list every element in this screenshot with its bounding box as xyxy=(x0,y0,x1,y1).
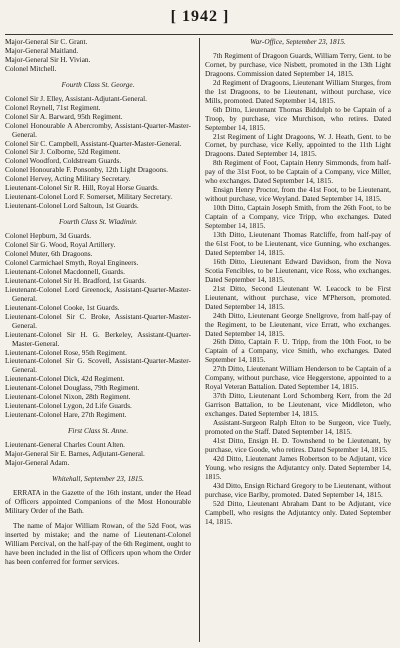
top-names-list xyxy=(5,38,191,74)
section-heading: Fourth Class St. Wladimir. xyxy=(58,217,138,227)
list-item: Major-General Adam. xyxy=(5,457,70,467)
paragraph: 10th Ditto, Captain Joseph Smith, from the 26th Foot, to be Captain of a Company, vice Tripp, who exchanges. Dated September 14, 1815. xyxy=(205,203,391,231)
paragraph: 37th Ditto, Lieutenant Lord Schomberg Kerr, from the 2d Garrison Battalion, to be Lieutenant, vice Middleton, who exchanges. Dated September 14, 1815. xyxy=(205,391,391,419)
paragraph: 2d Regiment of Dragoons, Lieutenant William Sturges, from the 1st Dragoons, to be Lieutenant, without purchase, vice Mills, promoted. Dated September 14, 1815. xyxy=(205,77,391,105)
whitehall-notice xyxy=(5,489,191,567)
list-item: Lieutenant-Colonel Douglass, 79th Regiment. xyxy=(5,383,140,393)
list-item: Lieutenant-Colonel Dick, 42d Regiment. xyxy=(5,374,125,384)
page-number: [ 1942 ] xyxy=(170,8,230,25)
paragraph: 21st Ditto, Second Lieutenant W. Leacock to be First Lieutenant, without purchase, vice M'Pherson, promoted. Dated September 14, 1815. xyxy=(205,283,391,311)
list-item: Colonel Honourable A Abercromby, Assistant-Quarter-Master-General. xyxy=(5,120,191,139)
paragraph: ERRATA in the Gazette of the 16th instant, under the Head of Officers appointed Companions of the Most Honourable Military Order of the Bath. xyxy=(5,487,191,515)
st-anne-list xyxy=(5,441,191,468)
list-item: Colonel Carmichael Smyth, Royal Engineers. xyxy=(5,257,139,267)
list-item: Lieutenant-Colonel Rose, 95th Regiment. xyxy=(5,347,127,357)
st-george-list xyxy=(5,95,191,211)
right-column xyxy=(205,38,391,642)
list-item: Lieutenant-Colonel Sir H. G. Berkeley, Assistant-Quarter-Master-General. xyxy=(5,329,191,348)
paragraph: 42d Ditto, Lieutenant James Robertson to be Adjutant, vice Young, who resigns the Adjutantcy only. Dated September 14, 1815. xyxy=(205,453,391,481)
section-heading: War-Office, September 23, 1815. xyxy=(250,38,346,46)
paragraph: 8th Regiment of Foot, Captain Henry Simmonds, from half-pay of the 31st Foot, to be Captain of a Company, vice Miller, who exchanges. Dated September 14, 1815. xyxy=(205,158,391,186)
left-column xyxy=(5,38,191,642)
st-wladimir-list xyxy=(5,232,191,420)
list-item: Lieutenant-Colonel Cooke, 1st Guards. xyxy=(5,302,120,312)
list-item: Colonel Hepburn, 3d Guards. xyxy=(5,231,92,241)
list-item: Major-General Sir C. Grant. xyxy=(5,38,88,46)
list-item: Colonel Mitchell. xyxy=(5,63,57,73)
list-item: Lieutenant-Colonel Lygon, 2d Life Guards. xyxy=(5,401,132,411)
list-item: Lieutenant-General Charles Count Alten. xyxy=(5,440,125,450)
paragraph: Assistant-Surgeon Ralph Elton to be Surgeon, vice Tuely, promoted on the Staff. Dated September 14, 1815. xyxy=(205,418,391,436)
list-item: Colonel Sir A. Barward, 95th Regiment. xyxy=(5,111,123,121)
list-item: Colonel Reynell, 71st Regiment. xyxy=(5,102,101,112)
paragraph: 26th Ditto, Captain F. U. Tripp, from the 10th Foot, to be Captain of a Company, vice Smith, who exchanges. Dated September 14, 1815. xyxy=(205,337,391,365)
list-item: Major-General Sir H. Vivian. xyxy=(5,54,91,64)
paragraph: 27th Ditto, Lieutenant William Henderson to be Captain of a Company, without purchase, vice Heggerstone, appointed to a Royal Veteran Battalion. Dated September 14, 1815. xyxy=(205,364,391,392)
list-item: Lieutenant-Colonel Lord Saltoun, 1st Guards. xyxy=(5,201,139,211)
list-item: Lieutenant-Colonel Sir H. Bradford, 1st Guards. xyxy=(5,275,147,285)
paragraph: Ensign Henry Proctor, from the 41st Foot, to be Lieutenant, without purchase, vice Weyland. Dated September 14, 1815. xyxy=(205,185,391,204)
war-office-list xyxy=(205,52,391,527)
list-item: Lieutenant-Colonel Sir G. Scovell, Assistant-Quarter-Master-General. xyxy=(5,356,191,375)
paragraph: 16th Ditto, Lieutenant Edward Davidson, from the Nova Scotia Fencibles, to be Lieutenant, vice Ross, who exchanges. Dated September 14, 1815. xyxy=(205,256,391,284)
page-header xyxy=(0,6,400,32)
column-divider xyxy=(199,38,200,642)
list-item: Lieutenant-Colonel Hare, 27th Regiment. xyxy=(5,410,127,420)
list-item: Colonel Sir J. Elley, Assistant-Adjutant-General. xyxy=(5,93,147,103)
paragraph: 41st Ditto, Ensign H. D. Townshend to be Lieutenant, by purchase, vice Goode, who retires. Dated September 14, 1815. xyxy=(205,435,391,454)
list-item: Lieutenant-Colonel Lord F. Somerset, Military Secretary. xyxy=(5,192,173,202)
list-item: Lieutenant-Colonel Lord Greenock, Assistant-Quarter-Master-General. xyxy=(5,284,191,303)
list-item: Colonel Sir J. Colborne, 52d Regiment. xyxy=(5,147,121,157)
section-heading: Whitehall, September 23, 1815. xyxy=(51,473,144,483)
list-item: Colonel Hervey, Acting Military Secretary. xyxy=(5,174,131,184)
paragraph: The name of Major William Rowan, of the 52d Foot, was inserted by mistake; and the name of Lieutenant-Colonel William Percival, on the half-pay of the 6th Regiment, ought to have been included in the list of Officers upon whom the Order has been conferred for former services. xyxy=(5,520,191,566)
list-item: Colonel Sir C. Campbell, Assistant-Quarter-Master-General. xyxy=(5,138,182,148)
list-item: Colonel Woodford, Coldstream Guards. xyxy=(5,156,122,166)
paragraph: 52d Ditto, Lieutenant Abraham Dant to be Adjutant, vice Campbell, who resigns the Adjutantcy only. Dated September 14, 1815. xyxy=(205,498,391,526)
list-item: Lieutenant-Colonel Macdonnell, Guards. xyxy=(5,266,125,276)
paragraph: 24th Ditto, Lieutenant George Snellgrove, from half-pay of the Regiment, to be Lieutenant, vice Erratt, who exchanges. Dated September 14, 1815. xyxy=(205,310,391,338)
list-item: Major-General Maitland. xyxy=(5,45,79,55)
paragraph: 43d Ditto, Ensign Richard Gregory to be Lieutenant, without purchase, vice Barlby, promoted. Dated September 14, 1815. xyxy=(205,480,391,499)
list-item: Major-General Sir E. Barnes, Adjutant-General. xyxy=(5,449,145,459)
header-rule xyxy=(5,34,393,35)
paragraph: 7th Regiment of Dragoon Guards, William Terry, Gent. to be Cornet, by purchase, vice Nisbett, promoted in the 13th Light Dragoons. Commission dated September 14, 1815. xyxy=(205,50,391,78)
list-item: Colonel Honourable F. Ponsonby, 12th Light Dragoons. xyxy=(5,165,168,175)
list-item: Colonel Sir G. Wood, Royal Artillery. xyxy=(5,240,116,250)
list-item: Lieutenant-Colonel Nixon, 28th Regiment. xyxy=(5,392,131,402)
list-item: Lieutenant-Colonel Sir R. Hill, Royal Horse Guards. xyxy=(5,183,159,193)
paragraph: 13th Ditto, Lieutenant Thomas Ratcliffe, from half-pay of the 61st Foot, to be Lieutenant, vice Gunning, who exchanges. Dated September 14, 1815. xyxy=(205,230,391,257)
list-item: Lieutenant-Colonel Sir C. Broke, Assistant-Quarter-Master-General. xyxy=(5,311,191,330)
list-item: Colonel Muter, 6th Dragoons. xyxy=(5,249,93,259)
section-heading: First Class St. Anne. xyxy=(67,426,129,436)
paragraph: 21st Regiment of Light Dragoons, W. J. Heath, Gent. to be Cornet, by purchase, vice Kelly, appointed to the 11th Light Dragoons. Dated September 14, 1815. xyxy=(205,131,391,159)
section-heading: Fourth Class St. George. xyxy=(61,79,135,89)
paragraph: 6th Ditto, Lieutenant Thomas Biddulph to be Captain of a Troop, by purchase, vice Murchison, who retires. Dated September 14, 1815. xyxy=(205,104,391,132)
